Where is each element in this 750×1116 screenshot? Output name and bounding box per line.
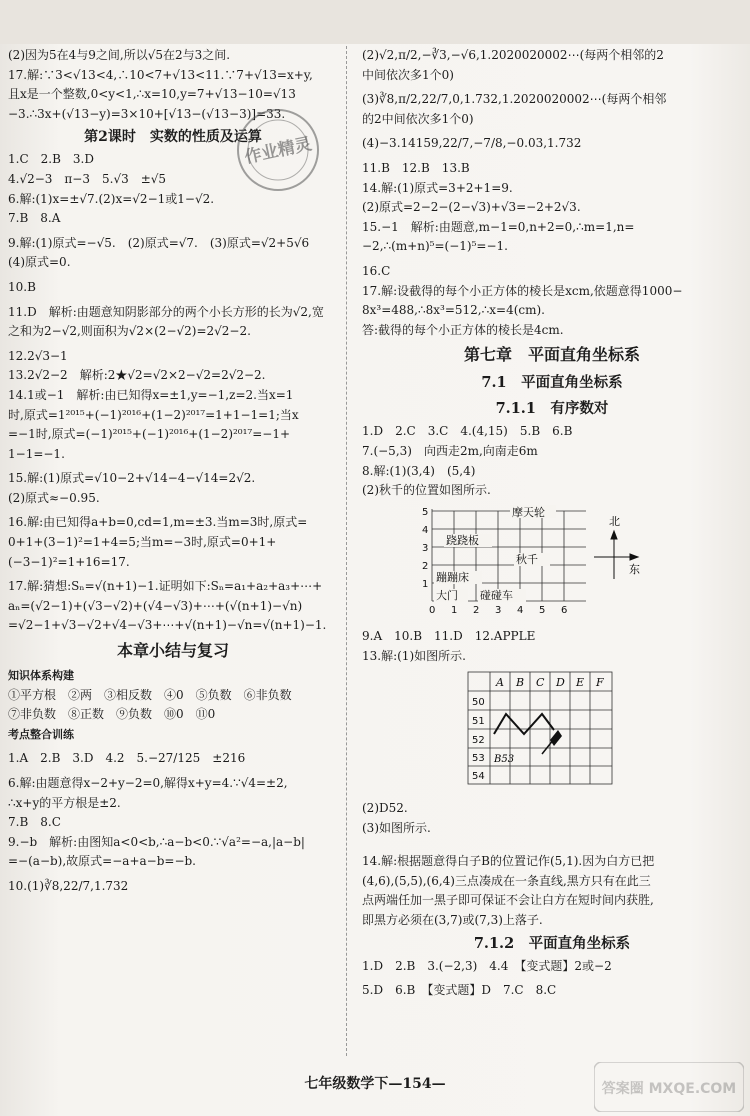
answer-line: 16.C	[362, 263, 391, 278]
x-tick: 5	[539, 604, 546, 616]
answer-line: (−3−1)²=1+16=17.	[8, 554, 130, 569]
answer-line: 14.解:(1)原式=3+2+1=9.	[362, 180, 513, 195]
answer-line: 11.D 解析:由题意知阴影部分的两个小长方形的长为√2,宽	[8, 304, 324, 319]
answer-line: ①平方根 ②两 ③相反数 ④0 ⑤负数 ⑥非负数	[8, 687, 292, 702]
answer-line: 12.2√3−1	[8, 348, 68, 363]
answer-line: −3.∴3x+(√13−y)=3×10+[√13−(√13−3)]=33.	[8, 106, 286, 121]
subsection-label: 知识体系构建	[8, 669, 74, 683]
answer-line: 16.解:由已知得a+b=0,cd=1,m=±3.当m=3时,原式=	[8, 515, 308, 530]
column-label: C	[536, 676, 545, 690]
bumper-car-label: 碰碰车	[480, 588, 513, 602]
answer-line: 时,原式=1²⁰¹⁵+(−1)²⁰¹⁶+(1−2)²⁰¹⁷=1+1−1=1;当x	[8, 407, 299, 422]
answer-line: (2)原式≈−0.95.	[8, 490, 100, 505]
right-column	[362, 46, 742, 1001]
row-label: 54	[472, 771, 485, 783]
path-line	[494, 714, 554, 734]
answer-line: 点两端任加一黑子即可保证不会让白方在短时间内获胜,	[362, 893, 654, 908]
section-heading: 7.1 平面直角坐标系	[481, 374, 623, 392]
answer-line: 15.解:(1)原式=√10−2+√14−4−√14=2√2.	[8, 471, 256, 486]
seesaw-label: 跷跷板	[446, 533, 479, 547]
answer-line: 6.解:由题意得x−2+y−2=0,解得x+y=4.∵√4=±2,	[8, 776, 288, 790]
answer-line: 5.D 6.B 【变式题】D 7.C 8.C	[362, 983, 557, 998]
row-label: 51	[472, 716, 485, 728]
answer-line: 1−1=−1.	[8, 446, 65, 461]
east-label: 东	[629, 562, 640, 576]
chapter-heading: 第七章 平面直角坐标系	[463, 345, 640, 365]
answer-line: 11.B 12.B 13.B	[362, 160, 470, 175]
page-footer: 七年级数学下—154—	[304, 1076, 446, 1092]
y-tick: 4	[422, 524, 429, 536]
x-tick: 6	[561, 604, 568, 616]
answer-line: =√2−1+√3−√2+√4−√3+⋯+√(n+1)−√n=√(n+1)−1.	[8, 618, 327, 633]
answer-line: 10.B	[8, 279, 36, 294]
column-label: E	[576, 676, 585, 690]
answer-line: 的2中间依次多1个0)	[362, 111, 474, 126]
answer-line: 8.解:(1)(3,4) (5,4)	[362, 463, 476, 478]
answer-line: 4.√2−3 π−3 5.√3 ±√5	[8, 171, 167, 186]
x-tick: 3	[495, 604, 502, 616]
point-label: B53	[494, 754, 515, 766]
answer-line: 14.解:根据题意得白子B的位置记作(5,1).因为白方已把	[362, 854, 655, 869]
y-tick: 5	[422, 506, 429, 518]
answer-line: ∴x+y的平方根是±2.	[8, 795, 121, 810]
arrow-icon	[550, 730, 562, 746]
column-label: D	[556, 676, 565, 690]
answer-line: 答:截得的每个小正方体的棱长是4cm.	[362, 322, 564, 337]
trampoline-label: 蹦蹦床	[436, 570, 469, 584]
answer-line: =−1时,原式=(−1)²⁰¹⁵+(−1)²⁰¹⁶+(1−2)²⁰¹⁷=−1+	[8, 427, 291, 442]
subsection-label: 考点整合训练	[8, 727, 74, 741]
answer-line: 0+1+(3−1)²=1+4=5;当m=−3时,原式=0+1+	[8, 535, 277, 550]
park-grid-figure	[392, 505, 642, 617]
answer-line: (3)如图所示.	[362, 820, 431, 835]
answer-line: 之和为2−√2,则面积为√2×(2−√2)=2√2−2.	[8, 324, 251, 339]
answer-line: 且x是一个整数,0<y<1,∴x=10,y=7+√13−10=√13	[8, 87, 296, 102]
answer-line: 6.解:(1)x=±√7.(2)x=√2−1或1−√2.	[8, 191, 215, 206]
x-tick: 2	[473, 604, 480, 616]
answer-line: (2)秋千的位置如图所示.	[362, 483, 491, 498]
chess-grid-figure	[466, 670, 616, 788]
answer-line: 1.D 2.B 3.(−2,3) 4.4 【变式题】2或−2	[362, 958, 612, 973]
answer-line: 13.解:(1)如图所示.	[362, 648, 466, 663]
answer-line: (2)因为5在4与9之间,所以√5在2与3之间.	[8, 48, 231, 62]
answer-line: 10.(1)∛8,22/7,1.732	[8, 878, 129, 893]
answer-line: 13.2√2−2 解析:2★√2=√2×2−√2=2√2−2.	[8, 368, 266, 383]
answer-line: 8x³=488,∴8x³=512,∴x=4(cm).	[362, 303, 545, 318]
answer-line: 1.D 2.C 3.C 4.(4,15) 5.B 6.B	[362, 424, 573, 439]
y-tick: 1	[422, 578, 429, 590]
answer-line: 1.A 2.B 3.D 4.2 5.−27/125 ±216	[8, 751, 246, 766]
north-label: 北	[609, 514, 620, 528]
answer-line: 1.C 2.B 3.D	[8, 152, 94, 167]
x-tick: 4	[517, 604, 524, 616]
answer-line: 17.解:设截得的每个小正方体的棱长是xcm,依题意得1000−	[362, 283, 683, 298]
answer-line: (2)D52.	[362, 801, 408, 816]
column-label: F	[596, 676, 604, 690]
ferris-wheel-label: 摩天轮	[512, 505, 545, 519]
answer-line: 即黑方必须在(3,7)或(7,3)上落子.	[362, 913, 543, 928]
page-top-edge	[0, 0, 750, 44]
answer-line: aₙ=(√2−1)+(√3−√2)+(√4−√3)+⋯+(√(n+1)−√n)	[8, 598, 303, 613]
answer-line: 9.−b 解析:由图知a<0<b,∴a−b<0.∵√a²=−a,|a−b|	[8, 834, 305, 849]
row-label: 53	[472, 753, 485, 765]
subsection-heading: 7.1.1 有序数对	[495, 400, 609, 418]
lesson-heading: 第2课时 实数的性质及运算	[84, 129, 262, 146]
answer-line: 17.解:猜想:Sₙ=√(n+1)−1.证明如下:Sₙ=a₁+a₂+a₃+⋯+	[8, 579, 323, 594]
subsection-heading: 7.1.2 平面直角坐标系	[473, 934, 631, 952]
answer-line: 7.B 8.C	[8, 815, 61, 830]
answer-line: 7.B 8.A	[8, 211, 61, 226]
swing-label: 秋千	[516, 552, 538, 566]
column-divider	[346, 46, 347, 1056]
answer-line: 9.解:(1)原式=−√5. (2)原式=√7. (3)原式=√2+5√6	[8, 235, 310, 250]
answer-line: 15.−1 解析:由题意,m−1=0,n+2=0,∴m=1,n=	[362, 219, 635, 234]
row-label: 50	[472, 697, 485, 709]
answer-line: 17.解:∵3<√13<4,∴10<7+√13<11.∵7+√13=x+y,	[8, 67, 313, 82]
y-tick: 3	[422, 542, 429, 554]
gate-label: 大门	[436, 588, 458, 602]
answer-line: 中间依次多1个0)	[362, 67, 454, 82]
answer-line: (4)原式=0.	[8, 255, 71, 270]
watermark-text: 答案圈 MXQE.COM	[601, 1081, 737, 1097]
watermark-logo	[594, 1062, 744, 1112]
answer-line: 14.1或−1 解析:由已知得x=±1,y=−1,z=2.当x=1	[8, 387, 294, 402]
answer-line: −2,∴(m+n)⁵=(−1)⁵=−1.	[362, 239, 508, 254]
answer-line: ⑦非负数 ⑧正数 ⑨负数 ⑩0 ⑪0	[8, 707, 216, 722]
answer-line: (2)原式=2−2−(2−√3)+√3=−2+2√3.	[362, 200, 581, 215]
answer-line: (3)∛8,π/2,22/7,0,1.732,1.2020020002⋯(每两个相邻	[362, 92, 667, 107]
column-label: A	[496, 676, 504, 690]
answer-line: 9.A 10.B 11.D 12.APPLE	[362, 629, 536, 644]
chapter-review-heading: 本章小结与复习	[116, 641, 229, 661]
answer-line: (4)−3.14159,22/7,−7/8,−0.03,1.732	[362, 136, 582, 151]
row-label: 52	[472, 735, 485, 747]
answer-line: =−(a−b),故原式=−a+a−b=−b.	[8, 854, 196, 869]
stamp-text: 作业精灵	[242, 134, 314, 168]
column-label: B	[516, 676, 525, 690]
answer-line: 7.(−5,3) 向西走2m,向南走6m	[362, 443, 538, 458]
stamp-seal	[228, 102, 328, 198]
answer-line: (4,6),(5,5),(6,4)三点凑成在一条直线,黑方只有在此三	[362, 873, 651, 888]
x-tick: 1	[451, 604, 458, 616]
y-tick: 2	[422, 560, 429, 572]
answer-line: (2)√2,π/2,−∛3,−√6,1.2020020002⋯(每两个相邻的2	[362, 48, 664, 62]
x-tick: 0	[429, 604, 436, 616]
